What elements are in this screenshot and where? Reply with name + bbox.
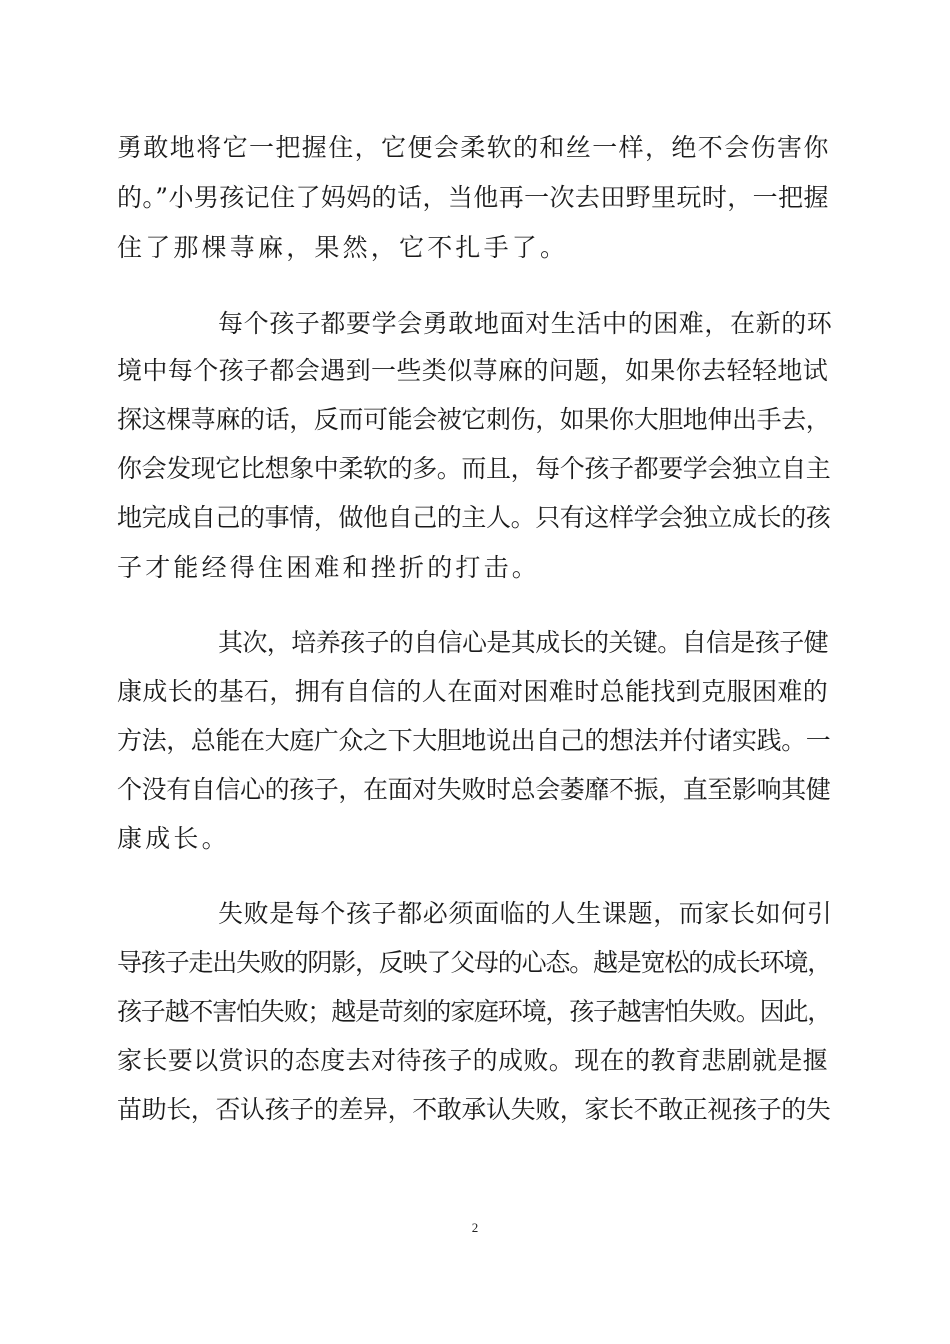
text-line: 你会发现它比想象中柔软的多。而且，每个孩子都要学会独立自主: [117, 454, 831, 483]
text-line: 境中每个孩子都会遇到一些类似荨麻的问题，如果你去轻轻地试: [117, 356, 829, 385]
text-line: 导孩子走出失败的阴影，反映了父母的心态。越是宽松的成长环境，: [117, 948, 832, 977]
text-line: 方法，总能在大庭广众之下大胆地说出自己的想法并付诸实践。一: [117, 726, 831, 755]
text-line: 其次，培养孩子的自信心是其成长的关键。自信是孩子健: [218, 628, 829, 657]
text-line: 失败是每个孩子都必须面临的人生课题，而家长如何引: [218, 899, 833, 928]
text-line: 个没有自信心的孩子，在面对失败时总会萎靡不振，直至影响其健: [117, 775, 831, 804]
text-line: 家长要以赏识的态度去对待孩子的成败。现在的教育悲剧就是揠: [117, 1046, 829, 1075]
text-line: 每个孩子都要学会勇敢地面对生活中的困难，在新的环: [218, 309, 833, 338]
text-line: 康成长。: [117, 824, 230, 853]
text-line: 住了那棵荨麻，果然，它不扎手了。: [117, 233, 569, 262]
page-number: 2: [471, 1220, 479, 1235]
text-line: 探这棵荨麻的话，反而可能会被它刺伤，如果你大胆地伸出手去，: [117, 405, 831, 434]
text-line: 勇敢地将它一把握住，它便会柔软的和丝一样，绝不会伤害你: [117, 133, 830, 162]
text-line: 苗助长，否认孩子的差异，不敢承认失败，家长不敢正视孩子的失: [117, 1095, 831, 1124]
text-line: 孩子越不害怕失败；越是苛刻的家庭环境，孩子越害怕失败。因此，: [117, 997, 832, 1026]
text-line: 子才能经得住困难和挫折的打击。: [117, 553, 541, 582]
text-line: 的。”小男孩记住了妈妈的话，当他再一次去田野里玩时，一把握: [117, 183, 829, 212]
text-line: 康成长的基石，拥有自信的人在面对困难时总能找到克服困难的: [117, 677, 829, 706]
text-line: 地完成自己的事情，做他自己的主人。只有这样学会独立成长的孩: [117, 503, 831, 532]
